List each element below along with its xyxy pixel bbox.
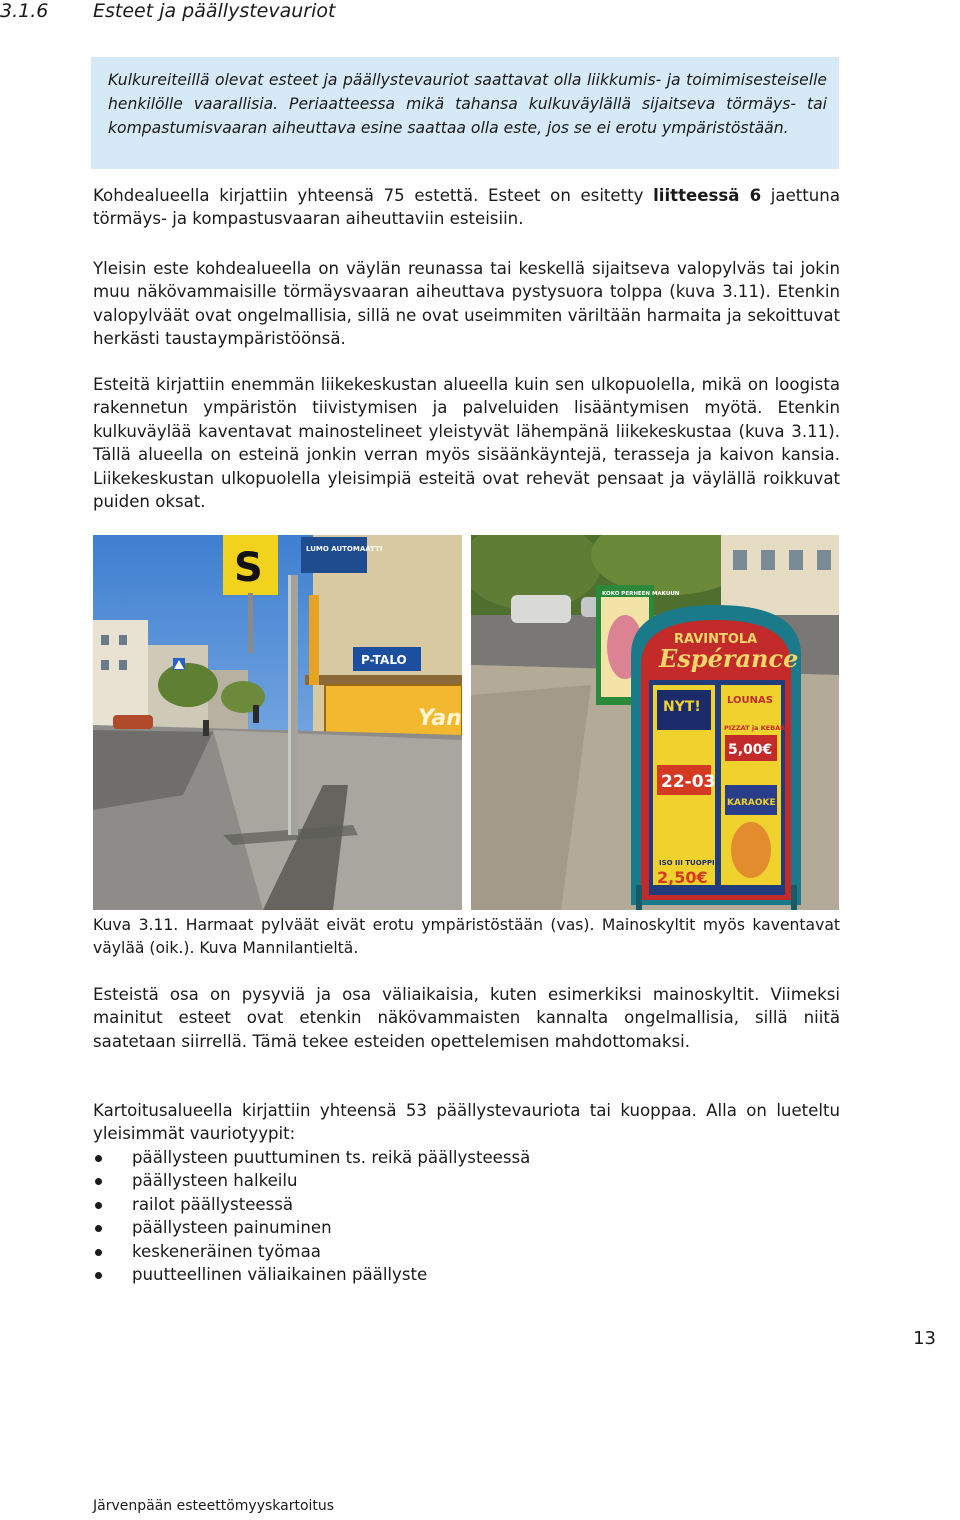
esperance-text: Espérance [659, 644, 799, 673]
list-item [93, 1169, 840, 1192]
footer-title: Järvenpään esteettömyyskartoitus [93, 1498, 335, 1514]
list-item-text: railot päällysteessä [132, 1194, 294, 1214]
p1-text-after: jaettuna törmäys- ja kompastusvaaran aiheuttaviin esteisiin. [93, 186, 840, 229]
price-1-text: 5,00€ [728, 742, 773, 758]
time-text: 22-03 [661, 772, 716, 792]
paragraph-temporary-obstacles: Esteistä osa on pysyviä ja osa väliaikaisia, kuten esimerkiksi mainoskyltit. Viimeksi mainitut esteet ovat etenkin näkövammaisten kannalta ongelmallisia, sillä niitä saatetaan siirrellä. Tämä tekee esteiden opettelemisen mahdottomaksi. [93, 985, 840, 1051]
lumo-sign-text: LUMO AUTOMAATTI [306, 545, 383, 553]
ravintola-text: RAVINTOLA [674, 632, 758, 647]
section-number: 3.1.6 [0, 0, 49, 22]
bullet-icon [95, 1225, 102, 1232]
small-sign-text: KOKO PERHEEN MAKUUN [602, 591, 680, 597]
paragraph-common-obstacle: Yleisin este kohdealueella on väylän reunassa tai keskellä sijaitseva valopylväs tai jokin muu näkövammaisille törmäysvaaran aiheuttava pystysuora tolppa (kuva 3.11). Etenkin valopylväät ovat ongelmallisia, sillä ne ovat useimmiten väriltään harmaita ja sekoittuvat herkästi taustaympäristöönsä. [93, 259, 840, 349]
photo-advertisement-signs [471, 535, 839, 910]
intro-note: Kulkureiteillä olevat esteet ja päällystevauriot saattavat olla liikkumis- ja toimimisesteiselle henkilölle vaarallisia. Periaatteessa mikä tahansa kulkuväylällä sijaitseva törmäys- tai kompastumisvaaran aiheuttava esine saattaa olla este, jos se ei erotu ympäristöstään. [91, 57, 839, 169]
list-item-text: keskeneräinen työmaa [132, 1241, 321, 1261]
pizzat-text: PIZZAT ja KEBABIT [724, 724, 792, 732]
bullet-icon [95, 1155, 102, 1162]
price-2-text: 2,50€ [657, 868, 708, 887]
list-item-text: päällysteen painuminen [132, 1218, 332, 1238]
photo-street-poles [93, 535, 462, 910]
page-number: 13 [913, 1328, 936, 1349]
list-item-text: päällysteen halkeilu [132, 1171, 298, 1191]
paragraph-obstacles-count [93, 184, 840, 231]
list-item [93, 1240, 840, 1263]
paragraph-obstacle-locations: Esteitä kirjattiin enemmän liikekeskustan alueella kuin sen ulkopuolella, mikä on loogista rakennetun ympäristön tiivistymisen ja palveluiden lisääntymisen myötä. Etenkin kulkuväylää kaventavat mainostelineet yleistyvät lähempänä liikekeskustaa (kuva 3.11). Tällä alueella on esteinä jonkin verran myös sisäänkäyntejä, terasseja ja kaivon kansia. Liikekeskustan ulkopuolella yleisimpiä esteitä ovat rehevät pensaat ja väylällä roikkuvat puiden oksat. [93, 375, 840, 512]
p1-text-before: Kohdealueella kirjattiin yhteensä 75 estettä. Esteet on esitetty [93, 186, 654, 205]
list-item [93, 1216, 840, 1239]
s-market-sign-text: S [234, 545, 263, 591]
bullet-icon [95, 1249, 102, 1256]
list-item [93, 1263, 840, 1286]
tuoppi-text: ISO III TUOPPI [659, 859, 715, 867]
damage-type-list [93, 1146, 840, 1286]
list-item-text: päällysteen puuttuminen ts. reikä päällysteessä [132, 1148, 531, 1167]
list-item-text: puutteellinen väliaikainen päällyste [132, 1265, 428, 1285]
bullet-icon [95, 1202, 102, 1209]
figure-caption: Kuva 3.11. Harmaat pylväät eivät erotu ympäristöstään (vas). Mainoskyltit myös kaventavat väylää (oik.). Kuva Mannilantieltä. [93, 916, 840, 957]
list-item [93, 1193, 840, 1216]
appendix-reference: liitteessä 6 [653, 186, 762, 205]
bullet-icon [95, 1272, 102, 1279]
list-item [93, 1146, 840, 1169]
karaoke-text: KARAOKE [727, 798, 776, 808]
awning-sign-text: Yan [418, 706, 462, 731]
paragraph-pavement-damage: Kartoitusalueella kirjattiin yhteensä 53 päällystevauriota tai kuoppaa. Alla on lueteltu yleisimmät vauriotyypit: [93, 1101, 840, 1144]
nyt-text: NYT! [663, 699, 701, 715]
lounas-text: LOUNAS [727, 695, 773, 706]
ptalo-sign-text: P-TALO [361, 653, 407, 667]
bullet-icon [95, 1178, 102, 1185]
section-heading [0, 0, 960, 24]
section-title: Esteet ja päällystevauriot [93, 0, 336, 22]
